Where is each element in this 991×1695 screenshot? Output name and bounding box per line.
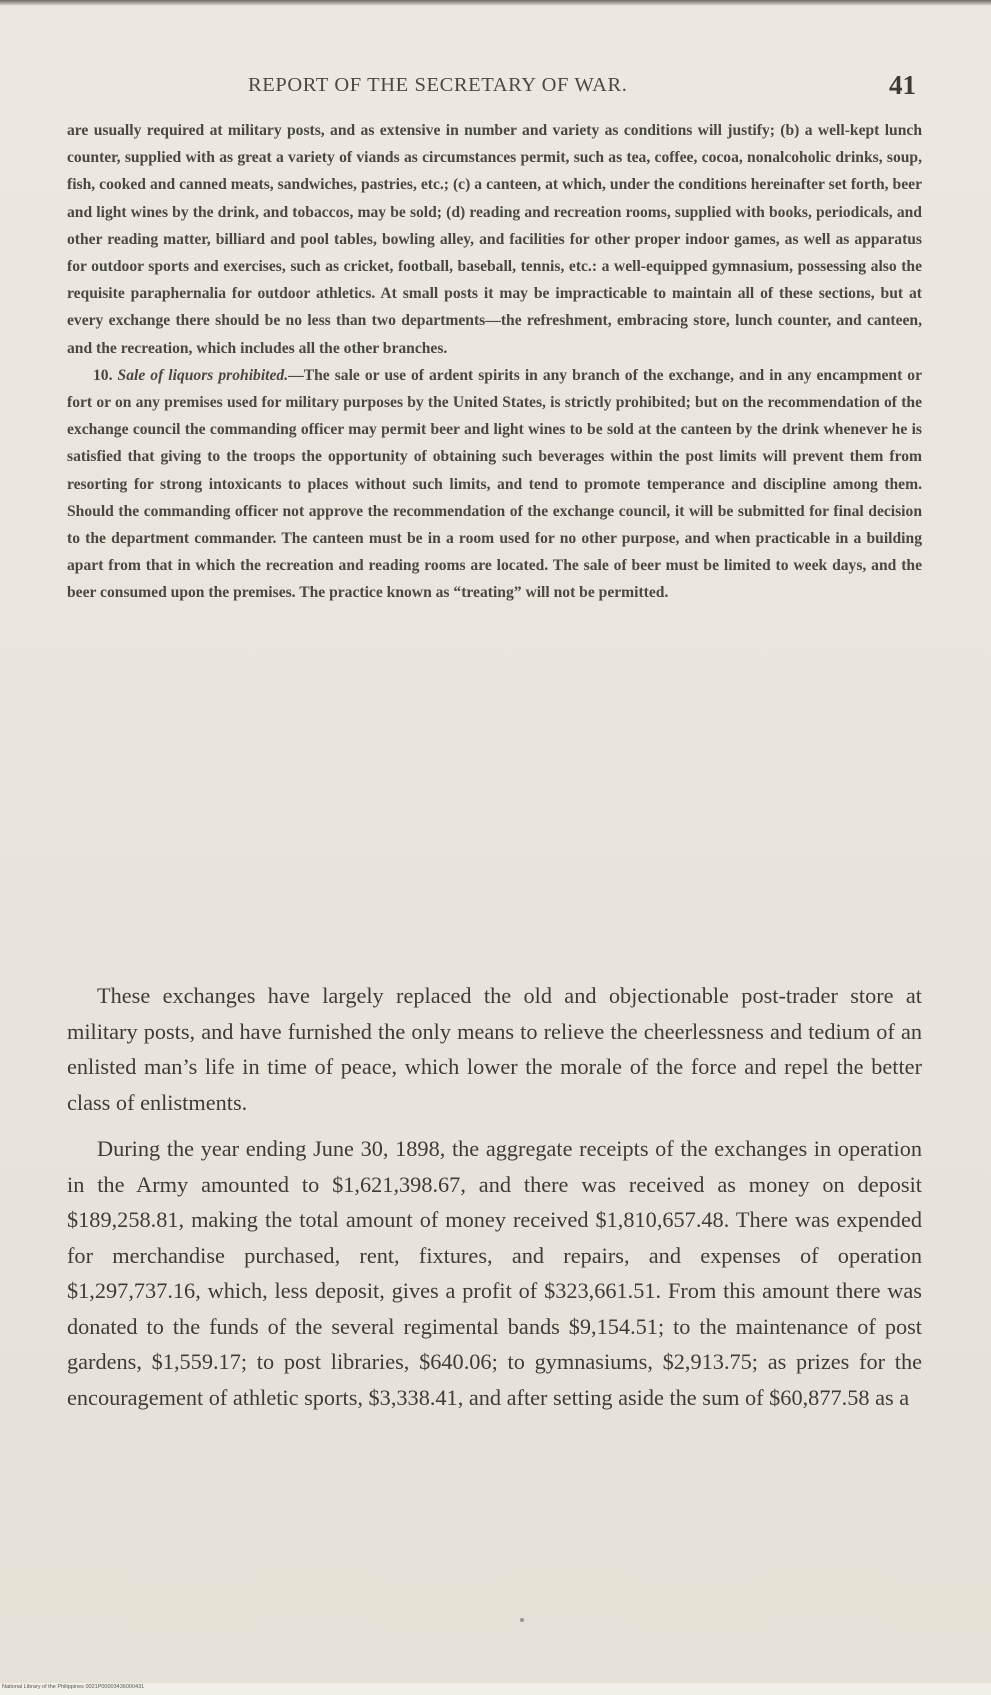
- paper-speck: [520, 1618, 524, 1622]
- page-header: [70, 70, 922, 110]
- scan-note: National Library of the Philippines 0021P00003436000431: [2, 1684, 145, 1690]
- paragraph-exchanges-replaced: These exchanges have largely replaced the old and objectionable post-trader store at military posts, and have furnished the only means to relieve the cheerlessness and tedium of an enlisted man’s life in time of peace, which lower the morale of the force and repel the better class of enlistments.: [67, 983, 922, 1115]
- paragraph-receipts: During the year ending June 30, 1898, the aggregate receipts of the exchanges in operation in the Army amounted to $1,621,398.67, and there was received as money on deposit $189,258.81, making the total amount of money received $1,810,657.48. There was expended for merchandise purchased, rent, fixtures, and repairs, and expenses of operation $1,297,737.16, which, less deposit, gives a profit of $323,661.51. From this amount there was donated to the funds of the several regimental bands $9,154.51; to the maintenance of post gardens, $1,559.17; to post libraries, $640.06; to gymnasiums, $2,913.75; as prizes for the encouragement of athletic sports, $3,338.41, and after setting aside the sum of $60,877.58 as a: [67, 1136, 922, 1410]
- scan-edge: [0, 0, 991, 6]
- page-number: 41: [889, 70, 916, 100]
- scan-footer: [0, 1683, 991, 1695]
- running-head: REPORT OF THE SECRETARY OF WAR.: [248, 74, 628, 96]
- paragraph-sale-of-liquors: [67, 362, 922, 607]
- section-number: 10.: [93, 366, 113, 384]
- report-body: [67, 978, 922, 1426]
- section-heading: Sale of liquors prohibited.: [117, 366, 289, 384]
- section-body: —The sale or use of ardent spirits in any branch of the exchange, and in any encampment or fort or on any premises used for military purposes by the United States, is strictly prohibited; but on the recommendation of the exchange council the commanding officer may permit beer and light wines to be sold at the canteen by the drink whenever he is satisfied that giving to the troops the opportunity of obtaining such beverages within the post limits will prevent them from resorting for strong intoxicants to places without such limits, and tend to promote temperance and discipline among them. Should the commanding officer not approve the recommendation of the exchange council, it will be submitted for final decision to the department commander. The canteen must be in a room used for no other purpose, and when practicable in a building apart from that in which the recreation and reading rooms are located. The sale of beer must be limited to week days, and the beer consumed upon the premises. The practice known as “treating” will not be permitted.: [67, 366, 922, 602]
- regulation-excerpt: [67, 117, 922, 607]
- paragraph-exchange-sections: are usually required at military posts, and as extensive in number and variety as conditions will justify; (b) a well-kept lunch counter, supplied with as great a variety of viands as circumstances permit, such as tea, coffee, cocoa, nonalcoholic drinks, soup, fish, cooked and canned meats, sandwiches, pastries, etc.; (c) a canteen, at which, under the conditions hereinafter set forth, beer and light wines by the drink, and tobaccos, may be sold; (d) reading and recreation rooms, supplied with books, periodicals, and other reading matter, billiard and pool tables, bowling alley, and facilities for other proper indoor games, as well as apparatus for outdoor sports and exercises, such as cricket, football, baseball, tennis, etc.: a well-equipped gymnasium, possessing also the requisite paraphernalia for outdoor athletics. At small posts it may be impracticable to maintain all of these sections, but at every exchange there should be no less than two departments—the refreshment, embracing store, lunch counter, and canteen, and the recreation, which includes all the other branches.: [67, 122, 922, 357]
